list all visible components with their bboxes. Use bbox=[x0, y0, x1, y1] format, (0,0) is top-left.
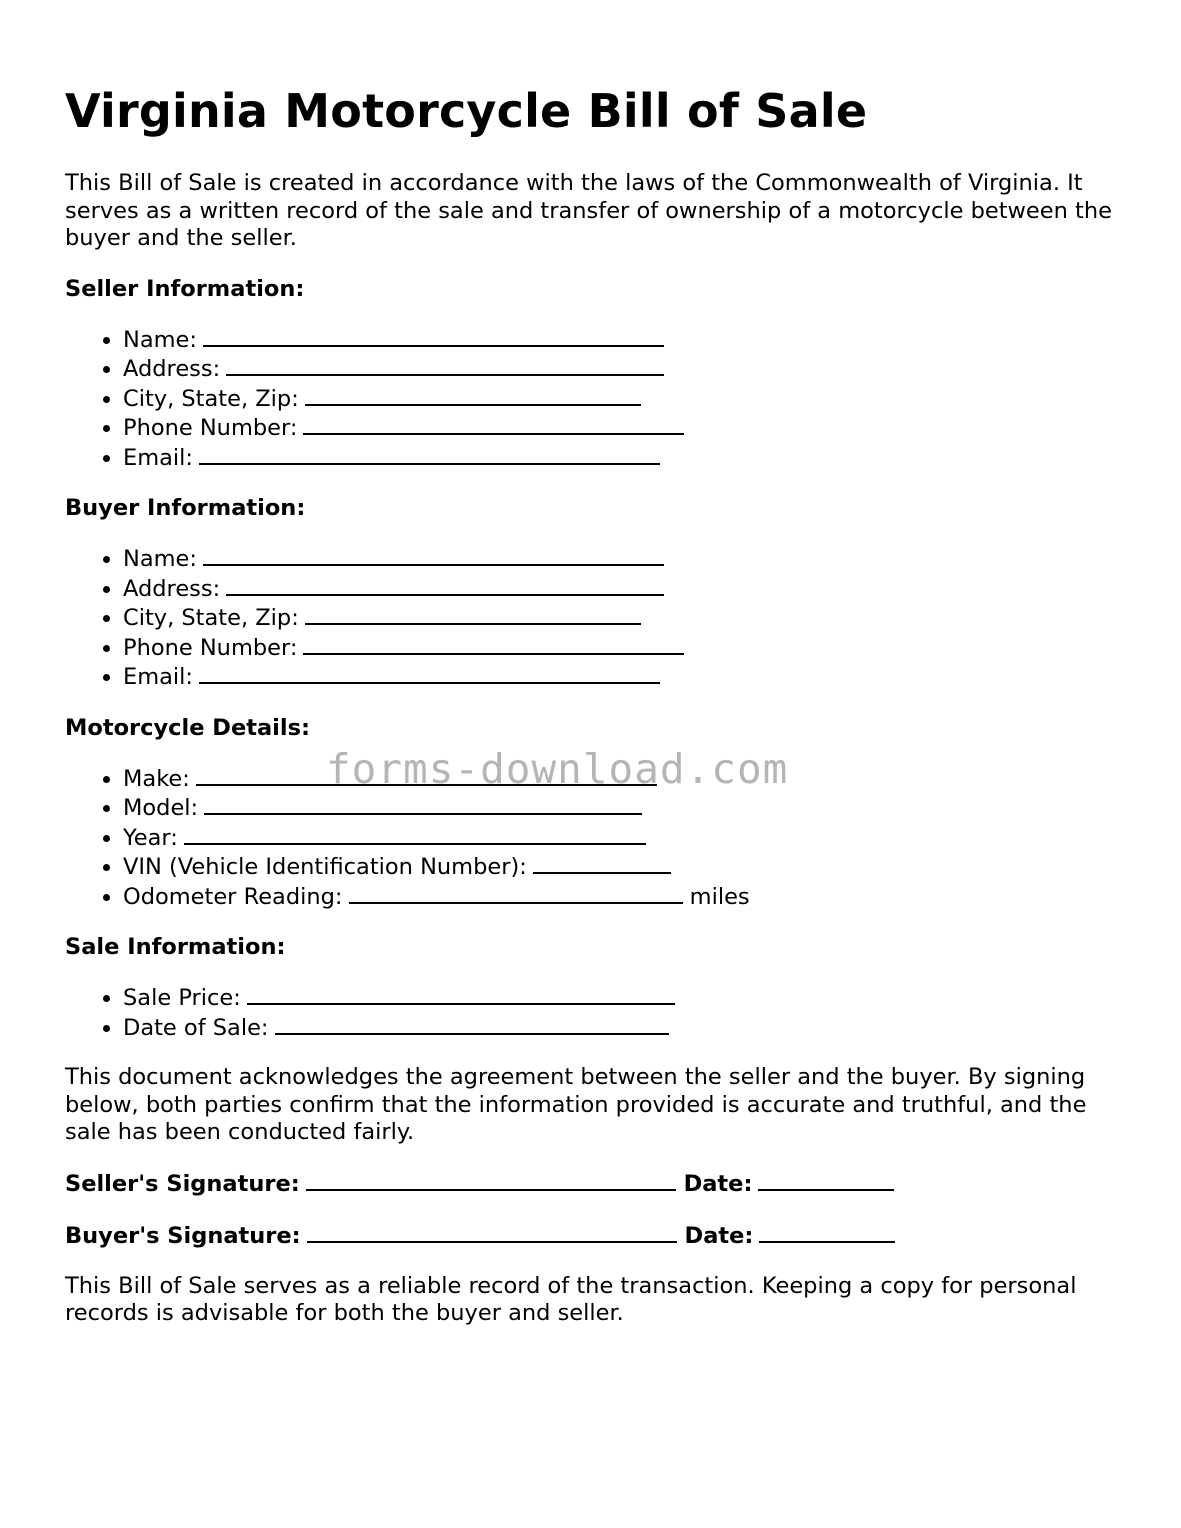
field-label: Year: bbox=[123, 824, 178, 851]
buyer-signature-row bbox=[65, 1221, 1125, 1250]
field-label: Address: bbox=[123, 575, 221, 602]
field-label: Phone Number: bbox=[123, 634, 298, 661]
seller-signature-row bbox=[65, 1169, 1125, 1198]
buyer-name-line[interactable] bbox=[203, 544, 664, 566]
field-label: Name: bbox=[123, 546, 197, 572]
field-label: Make: bbox=[123, 765, 190, 792]
field-label: City, State, Zip: bbox=[123, 605, 299, 631]
seller-phone-line[interactable] bbox=[303, 413, 684, 435]
seller-signature-label: Seller's Signature: bbox=[65, 1170, 300, 1197]
seller-city-line[interactable] bbox=[305, 384, 641, 406]
sale-fields bbox=[65, 983, 1125, 1042]
buyer-fields bbox=[65, 544, 1125, 692]
seller-date-label: Date: bbox=[683, 1170, 753, 1197]
seller-name-line[interactable] bbox=[203, 325, 664, 347]
seller-phone-field bbox=[123, 413, 1125, 443]
field-label: City, State, Zip: bbox=[123, 385, 299, 412]
seller-address-field bbox=[123, 354, 1125, 384]
seller-name-field bbox=[123, 325, 1125, 355]
year-line[interactable] bbox=[184, 823, 646, 845]
buyer-email-field bbox=[123, 662, 1125, 692]
model-line[interactable] bbox=[204, 793, 642, 815]
field-label: Odometer Reading: bbox=[123, 883, 343, 910]
buyer-signature-label: Buyer's Signature: bbox=[65, 1222, 301, 1249]
seller-heading: Seller Information: bbox=[65, 275, 305, 302]
page-title: Virginia Motorcycle Bill of Sale bbox=[65, 84, 868, 138]
year-field bbox=[123, 823, 1125, 853]
seller-signature-line[interactable] bbox=[306, 1169, 676, 1191]
field-label: Date of Sale: bbox=[123, 1014, 269, 1041]
seller-email-line[interactable] bbox=[199, 443, 660, 465]
acknowledgement-paragraph: This document acknowledges the agreement between the seller and the buyer. By signing below, both parties confirm that the information provided is accurate and truthful, and the sale has been conducted fairly. bbox=[65, 1064, 1087, 1145]
buyer-name-field bbox=[123, 544, 1125, 574]
sale-heading: Sale Information: bbox=[65, 934, 286, 960]
buyer-date-label: Date: bbox=[684, 1222, 754, 1249]
sale-price-line[interactable] bbox=[247, 983, 675, 1005]
buyer-heading: Buyer Information: bbox=[65, 495, 306, 521]
buyer-address-field bbox=[123, 574, 1125, 604]
model-field bbox=[123, 793, 1125, 823]
buyer-city-line[interactable] bbox=[305, 603, 641, 625]
motorcycle-heading: Motorcycle Details: bbox=[65, 714, 310, 741]
document bbox=[65, 82, 1125, 1350]
field-label: Email: bbox=[123, 444, 194, 471]
closing-paragraph: This Bill of Sale serves as a reliable record of the transaction. Keeping a copy for personal records is advisable for both the buyer and seller. bbox=[65, 1272, 1077, 1326]
motorcycle-fields bbox=[65, 764, 1125, 912]
field-label: Phone Number: bbox=[123, 415, 298, 441]
intro-paragraph: This Bill of Sale is created in accordance with the laws of the Commonwealth of Virginia. It serves as a written record of the sale and transfer of ownership of a motorcycle between the buyer and the seller. bbox=[65, 170, 1112, 251]
field-label: VIN (Vehicle Identification Number): bbox=[123, 854, 527, 880]
odometer-field bbox=[123, 882, 1125, 912]
seller-date-line[interactable] bbox=[758, 1169, 894, 1191]
field-label: Name: bbox=[123, 326, 197, 353]
field-label: Email: bbox=[123, 664, 194, 690]
buyer-phone-field bbox=[123, 633, 1125, 663]
odometer-unit: miles bbox=[689, 883, 750, 910]
sale-date-field bbox=[123, 1013, 1125, 1043]
buyer-city-field bbox=[123, 603, 1125, 633]
sale-date-line[interactable] bbox=[275, 1013, 669, 1035]
sale-price-field bbox=[123, 983, 1125, 1013]
buyer-phone-line[interactable] bbox=[303, 633, 684, 655]
seller-city-field bbox=[123, 384, 1125, 414]
seller-email-field bbox=[123, 443, 1125, 473]
odometer-line[interactable] bbox=[349, 882, 683, 904]
make-line[interactable] bbox=[196, 764, 657, 786]
buyer-date-line[interactable] bbox=[759, 1221, 895, 1243]
field-label: Model: bbox=[123, 795, 199, 821]
watermark: forms-download.com bbox=[326, 745, 789, 793]
buyer-address-line[interactable] bbox=[226, 574, 664, 596]
buyer-email-line[interactable] bbox=[199, 662, 660, 684]
vin-field bbox=[123, 852, 1125, 882]
vin-line[interactable] bbox=[533, 852, 671, 874]
seller-fields bbox=[65, 325, 1125, 473]
make-field bbox=[123, 764, 1125, 794]
field-label: Sale Price: bbox=[123, 985, 241, 1011]
buyer-signature-line[interactable] bbox=[307, 1221, 677, 1243]
seller-address-line[interactable] bbox=[226, 354, 664, 376]
field-label: Address: bbox=[123, 356, 221, 382]
